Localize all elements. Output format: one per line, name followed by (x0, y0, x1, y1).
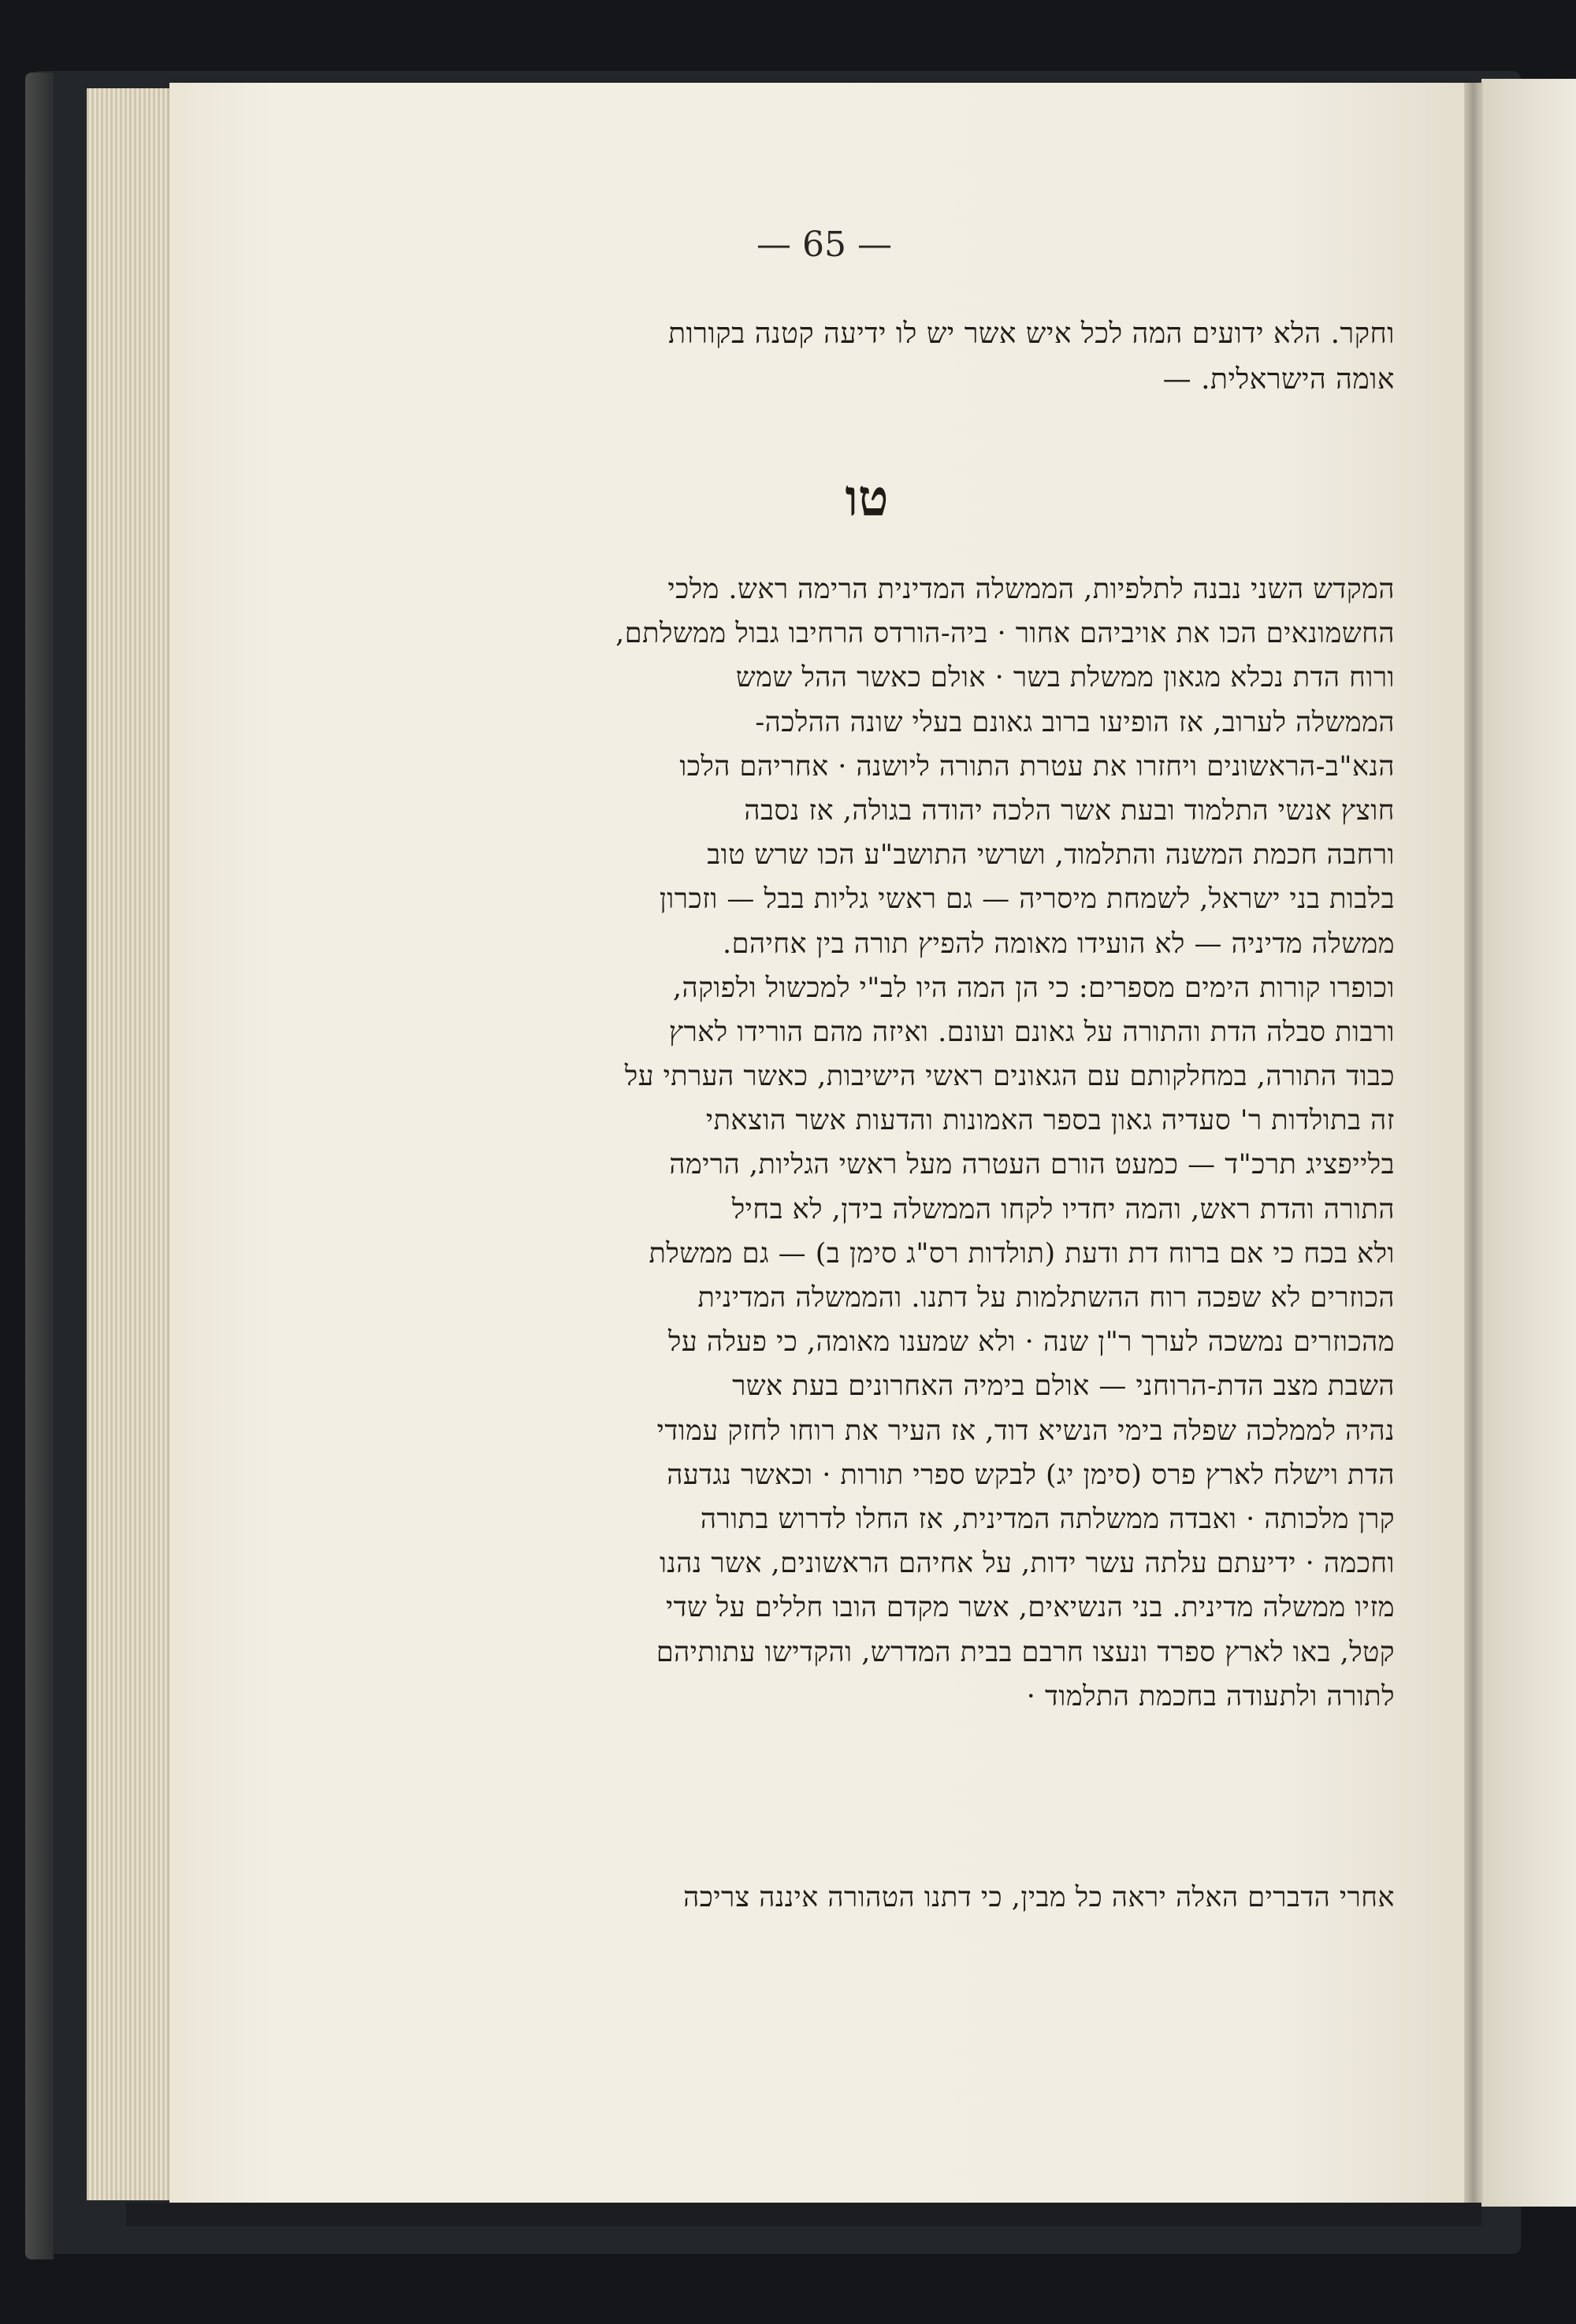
text-line: המקדש השני נבנה לתלפיות, הממשלה המדינית הרימה ראש. מלכי (667, 574, 1395, 605)
text-line: התורה והדת ראש, והמה יחדיו לקחו הממשלה בידן, לא בחיל (731, 1193, 1395, 1225)
text-line: וחקר. הלא ידועים המה לכל איש אשר יש לו ידיעה קטנה בקורות (668, 318, 1395, 350)
text-line: ולא בכח כי אם ברוח דת ודעת (תולדות רס"ג סימן ב) — גם ממשלת (649, 1237, 1395, 1270)
text-line: ורבות סבלה הדת והתורה על גאונם ועונם. ואיזה מהם הורידו לארץ (668, 1016, 1395, 1048)
text-line: הנא"ב-הראשונים ויחזרו את עטרת התורה ליושנה · אחריהם הלכו (679, 750, 1395, 783)
text-line: השבת מצב הדת-הרוחני — אולם בימיה האחרונים בעת אשר (732, 1370, 1395, 1403)
text-line: בלבות בני ישראל, לשמחת מיסריה — גם ראשי גליות בבל — וזכרון (659, 883, 1395, 916)
text-line: קטל, באו לארץ ספרד ונעצו חרבם בבית המדרש, והקדישו עתותיהם (656, 1636, 1395, 1668)
text-line: מזיו ממשלה מדינית. בני הנשיאים, אשר מקדם הובו חללים על שדי (666, 1592, 1395, 1624)
text-line: ורוח הדת נכלא מגאון ממשלת בשר · אולם כאשר ההל שמש (735, 662, 1395, 694)
book-bottom-shadow (126, 2203, 1481, 2226)
text-line: הממשלה לערוב, אז הופיעו ברוב גאונם בעלי שונה ההלכה- (755, 706, 1395, 738)
text-line: קרן מלכותה · ואבדה ממשלתה המדינית, אז החלו לדרוש בתורה (700, 1503, 1395, 1535)
text-line: וחכמה · ידיעתם עלתה עשר ידות, על אחיהם הראשונים, אשר נהנו (659, 1548, 1395, 1580)
paragraph-main (347, 567, 1395, 1719)
text-line: הכוזרים לא שפכה רוח ההשתלמות על דתנו. והממשלה המדינית (697, 1282, 1395, 1314)
text-line: נהיה לממלכה שפלה בימי הנשיא דוד, אז העיר את רוחו לחזק עמודי (656, 1415, 1395, 1447)
text-line: וכופרו קורות הימים מספרים: כי הן המה היו לב"י למכשול ולפוקה, (672, 972, 1395, 1004)
section-heading: טו (845, 469, 889, 528)
text-line: ורחבה חכמת המשנה והתלמוד, ושרשי התושב"ע הכו שרש טוב (707, 839, 1395, 872)
book-gutter (1464, 83, 1483, 2203)
text-line: החשמונאים הכו את אויביהם אחור · ביה-הורדס הרחיבו גבול ממשלתם, (615, 618, 1395, 650)
text-line: בלייפציג תרכ"ד — כמעט הורם העטרה מעל ראשי הגליות, הרימה (669, 1149, 1395, 1181)
facing-page (1481, 79, 1576, 2207)
text-line: חוצץ אנשי התלמוד ובעת אשר הלכה יהודה בגולה, אז נסבה (744, 794, 1395, 827)
text-line: זה בתולדות ר' סעדיה גאון בספר האמונות והדעות אשר הוצאתי (705, 1105, 1395, 1137)
text-line: אומה הישראלית. — (1162, 363, 1395, 396)
text-line: לתורה ולתעודה בחכמת התלמוד · (1026, 1680, 1395, 1712)
intro-lines (347, 311, 1395, 403)
page-number: — 65 — (756, 225, 892, 265)
cover-spine-edge (25, 73, 54, 2259)
text-line: כבוד התורה, במחלקותם עם הגאונים ראשי הישיבות, כאשר הערתי על (624, 1061, 1395, 1093)
text-line: ממשלה מדיניה — לא הועידו מאומה להפיץ תורה בין אחיהם. (722, 928, 1395, 960)
paragraph-next (347, 1876, 1395, 1920)
text-line: הדת וישלח לארץ פרס (סימן יג) לבקש ספרי תורות · וכאשר נגדעה (667, 1459, 1395, 1491)
page-stack-edge (87, 88, 173, 2200)
text-line: אחרי הדברים האלה יראה כל מבין, כי דתנו הטהורה איננה צריכה (683, 1882, 1395, 1913)
text-line: מהכוזרים נמשכה לערך ר"ן שנה · ולא שמענו מאומה, כי פעלה על (668, 1326, 1395, 1359)
